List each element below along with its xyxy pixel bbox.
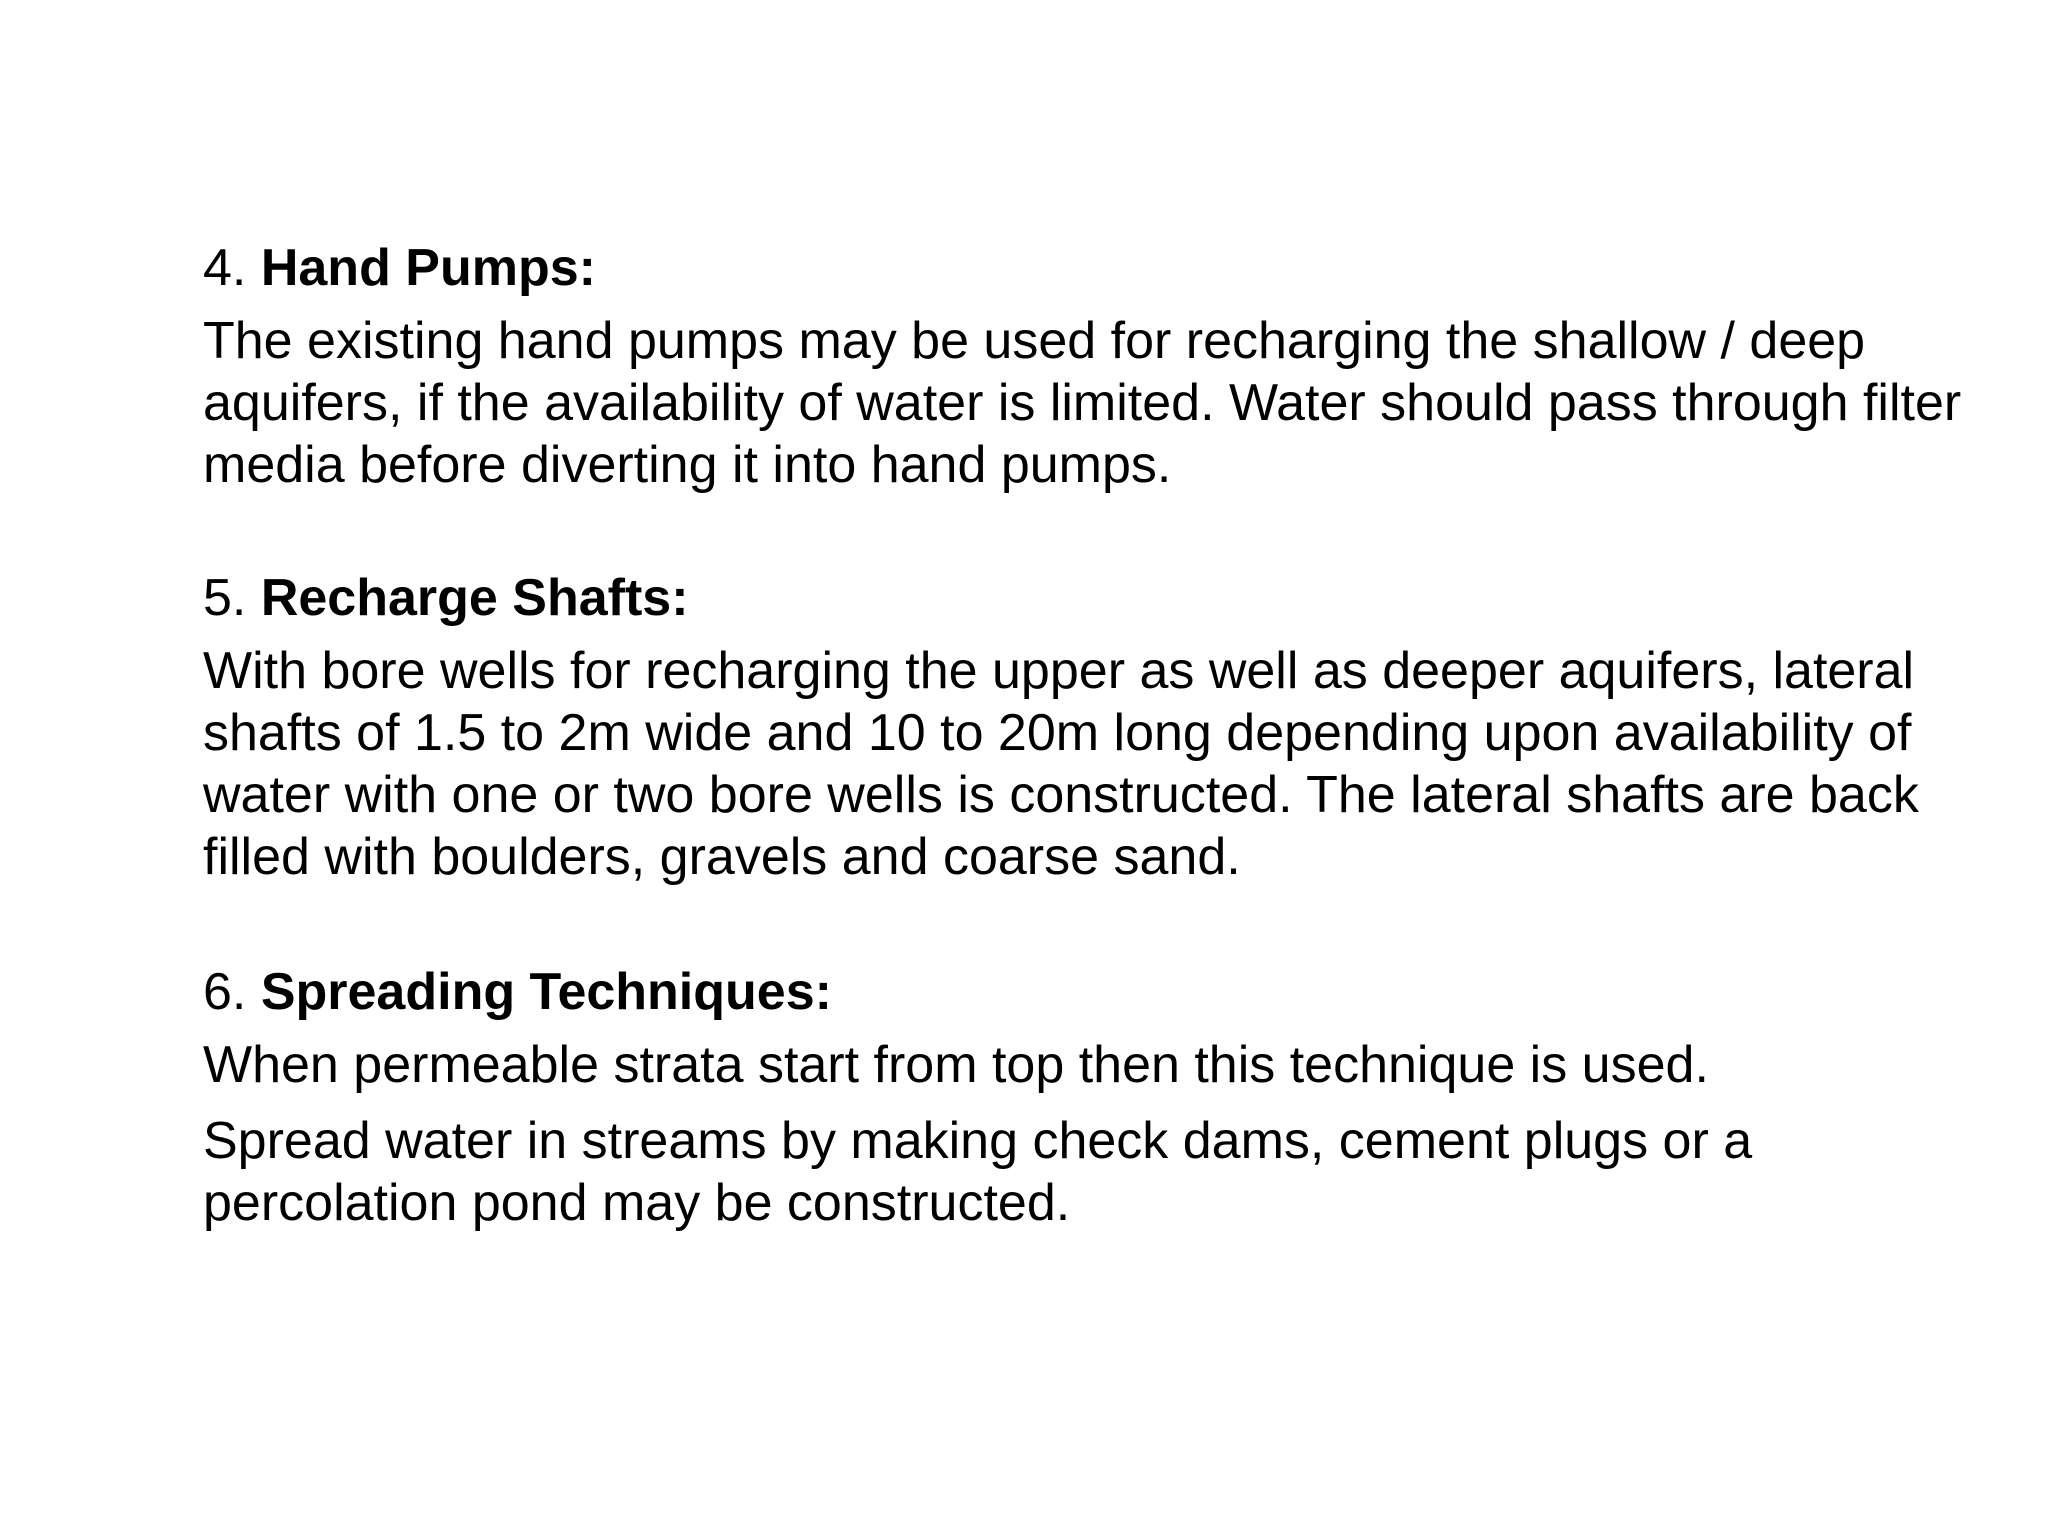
section-number: 4. xyxy=(203,239,247,297)
section-heading xyxy=(203,236,2003,300)
section-number: 6. xyxy=(203,963,247,1021)
section-paragraph: With bore wells for recharging the upper as well as deeper aquifers, lateral shafts of 1.5 to 2m wide and 10 to 20m long depending upon availability of water with one or two bore wells is constructed. The lateral shafts are back filled with boulders, gravels and coarse sand. xyxy=(203,642,1919,886)
section-title: Recharge Shafts: xyxy=(260,569,689,627)
section-paragraph: The existing hand pumps may be used for recharging the shallow / deep aquifers, if the availability of water is limited. Water should pass through filter media before diverting it into hand pumps. xyxy=(203,312,1962,494)
spacer xyxy=(203,496,2003,566)
section-paragraph: When permeable strata start from top then this technique is used. xyxy=(203,1036,1709,1094)
section-title: Hand Pumps: xyxy=(260,239,596,297)
section-heading xyxy=(203,566,2003,630)
section-number: 5. xyxy=(203,569,247,627)
section-spreading-techniques xyxy=(203,960,2003,1234)
spacer xyxy=(203,888,2003,960)
section-title: Spreading Techniques: xyxy=(260,963,832,1021)
slide-body xyxy=(203,236,2003,1234)
section-heading xyxy=(203,960,2003,1024)
section-hand-pumps xyxy=(203,236,2003,496)
section-paragraph: Spread water in streams by making check dams, cement plugs or a percolation pond may be constructed. xyxy=(203,1112,1753,1232)
section-recharge-shafts xyxy=(203,566,2003,888)
